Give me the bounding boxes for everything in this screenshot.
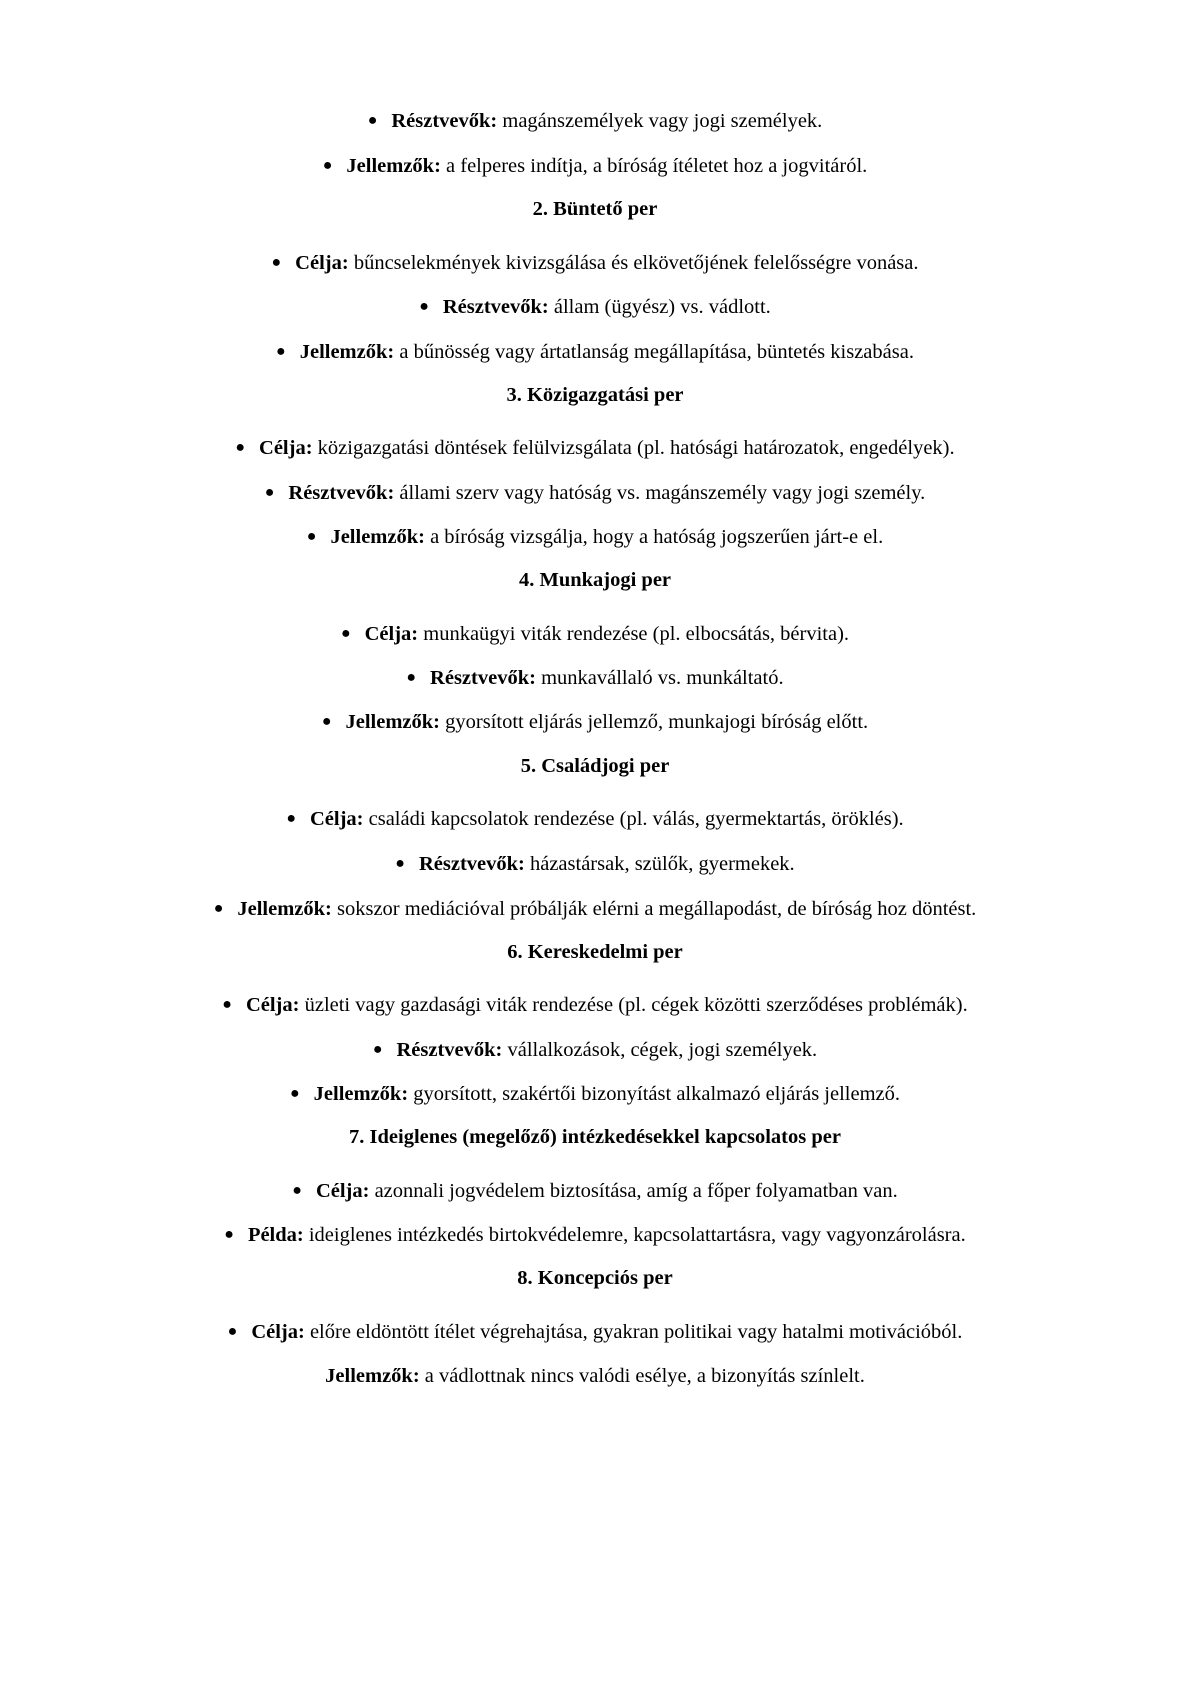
item-text: gyorsított eljárás jellemző, munkajogi bíróság előtt. [440,711,869,733]
item-text: gyorsított, szakértői bizonyítást alkalmazó eljárás jellemző. [408,1083,900,1105]
section-heading: 6. Kereskedelmi per [507,941,683,963]
item-label: Jellemzők: [299,341,395,363]
item-label: Jellemzők: [237,898,332,920]
item-text: azonnali jogvédelem biztosítása, amíg a főper folyamatban van. [369,1180,898,1202]
bullet-icon: ● [222,996,232,1013]
item-text: a bűnösség vagy ártatlanság megállapítása, büntetés kiszabása. [394,341,914,363]
item-text: házastársak, szülők, gyermekek. [524,853,795,875]
item-text: előre eldöntött ítélet végrehajtása, gyakran politikai vagy hatalmi motivációból. [304,1321,963,1343]
item-label: Jellemzők: [325,1365,420,1387]
item-label: Résztvevők: [418,853,525,875]
item-text: állam (ügyész) vs. vádlott. [548,296,771,318]
list-item [0,525,1190,549]
list-item [0,622,1190,646]
list-item [0,1038,1190,1062]
section-heading: 5. Családjogi per [520,755,670,777]
section-heading: 2. Büntető per [532,198,658,220]
item-text: munkavállaló vs. munkáltató. [535,667,784,689]
paragraph [0,1364,1190,1388]
item-label: Résztvevők: [430,667,536,689]
bullet-icon: ● [292,1182,302,1199]
item-label: Célja: [251,1321,305,1343]
item-text: bűncselekmények kivizsgálása és elkövetőjének felelősségre vonása. [348,252,919,274]
list-item [0,1179,1190,1203]
item-text: munkaügyi viták rendezése (pl. elbocsátás, bérvita). [418,623,850,645]
item-text: a vádlottnak nincs valódi esélye, a bizonyítás színlelt. [419,1365,865,1387]
bullet-icon: ● [419,298,429,315]
item-label: Jellemzők: [330,526,425,548]
list-item [0,1320,1190,1344]
bullet-icon: ● [271,254,282,271]
bullet-icon: ● [235,439,246,456]
bullet-icon: ● [372,1041,383,1058]
item-text: sokszor mediációval próbálják elérni a megállapodást, de bíróság hoz döntést. [331,898,977,920]
section-heading: 4. Munkajogi per [518,569,672,591]
list-item [0,1223,1190,1247]
item-text: ideiglenes intézkedés birtokvédelemre, kapcsolattartásra, vagy vagyonzárolásra. [303,1224,966,1246]
list-item [0,710,1190,734]
section-heading: 8. Koncepciós per [517,1267,673,1289]
bullet-icon: ● [367,112,378,129]
item-label: Résztvevők: [391,110,498,132]
list-item [0,1082,1190,1106]
item-text: a felperes indítja, a bíróság ítéletet hoz a jogvitáról. [440,155,868,177]
item-label: Résztvevők: [442,296,549,318]
item-label: Példa: [247,1224,304,1246]
bullet-icon: ● [340,625,351,642]
item-text: családi kapcsolatok rendezése (pl. válás, gyermektartás, öröklés). [363,808,904,830]
list-item [0,852,1190,876]
bullet-icon: ● [406,669,417,686]
list-item [0,295,1190,319]
bullet-icon: ● [276,343,286,360]
item-text: magánszemélyek vagy jogi személyek. [497,110,823,132]
list-item [0,340,1190,364]
section-heading: 7. Ideiglenes (megelőző) intézkedésekkel kapcsolatos per [349,1126,841,1148]
bullet-icon: ● [289,1085,300,1102]
list-item [0,436,1190,460]
bullet-icon: ● [227,1323,238,1340]
item-text: közigazgatási döntések felülvizsgálata (pl. hatósági határozatok, engedélyek). [312,437,955,459]
item-label: Célja: [364,623,419,645]
list-item [0,154,1190,178]
list-item [0,481,1190,505]
list-item [0,251,1190,275]
item-label: Résztvevők: [288,482,395,504]
item-label: Célja: [295,252,349,274]
bullet-icon: ● [321,713,332,730]
bullet-icon: ● [395,855,405,872]
item-text: állami szerv vagy hatóság vs. magánszemély vagy jogi személy. [394,482,926,504]
item-label: Résztvevők: [396,1039,503,1061]
list-item [0,897,1190,921]
item-label: Jellemzők: [345,711,441,733]
bullet-icon: ● [213,900,224,917]
item-label: Célja: [259,437,313,459]
list-item [0,666,1190,690]
item-text: vállalkozások, cégek, jogi személyek. [502,1039,818,1061]
item-label: Jellemzők: [346,155,441,177]
item-label: Célja: [309,808,364,830]
item-label: Célja: [315,1180,370,1202]
list-item [0,109,1190,133]
bullet-icon: ● [306,528,317,545]
bullet-icon: ● [286,810,296,827]
section-heading: 3. Közigazgatási per [506,384,684,406]
bullet-icon: ● [264,484,275,501]
list-item [0,807,1190,831]
item-text: a bíróság vizsgálja, hogy a hatóság jogszerűen járt-e el. [424,526,884,548]
list-item [0,993,1190,1017]
bullet-icon: ● [322,157,333,174]
item-label: Célja: [245,994,300,1016]
bullet-icon: ● [224,1226,234,1243]
item-label: Jellemzők: [313,1083,409,1105]
item-text: üzleti vagy gazdasági viták rendezése (pl. cégek közötti szerződéses problémák). [299,994,968,1016]
